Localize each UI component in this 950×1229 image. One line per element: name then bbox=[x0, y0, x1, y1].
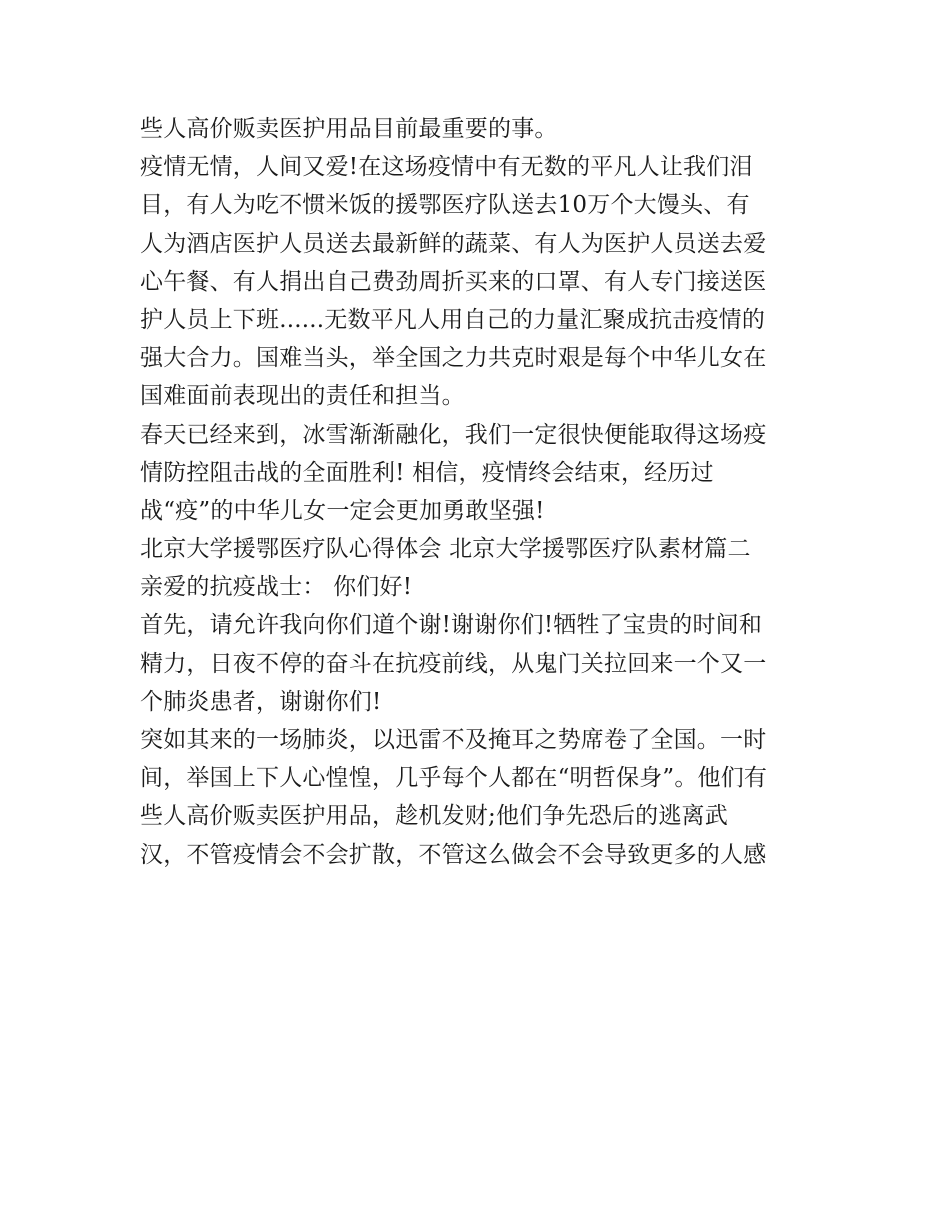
text-line: 战“疫”的中华儿女一定会更加勇敢坚强! bbox=[140, 497, 545, 524]
salutation: 亲爱的抗疫战士： 你们好! bbox=[140, 574, 413, 601]
text-line: 心午餐、有人捐出自己费劲周折买来的口罩、有人专门接送医 bbox=[140, 268, 767, 295]
text-line: 些人高价贩卖医护用品目前最重要的事。 bbox=[140, 116, 558, 142]
text-line: 首先，请允许我向你们道个谢!谢谢你们!牺牲了宝贵的时间和 bbox=[140, 612, 763, 639]
text-line: 强大合力。国难当头，举全国之力共克时艰是每个中华儿女在 bbox=[140, 345, 767, 372]
text-line: 个肺炎患者，谢谢你们! bbox=[140, 688, 382, 715]
text-line: 些人高价贩卖医护用品，趁机发财;他们争先恐后的逃离武 bbox=[140, 803, 728, 830]
text-line: 精力，日夜不停的奋斗在抗疫前线，从鬼门关拉回来一个又一 bbox=[140, 650, 767, 677]
text-line: 国难面前表现出的责任和担当。 bbox=[140, 383, 465, 410]
document-body bbox=[140, 110, 830, 874]
text-line: 情防控阻击战的全面胜利! 相信，疫情终会结束，经历过 bbox=[140, 459, 714, 486]
text-line: 人为酒店医护人员送去最新鲜的蔬菜、有人为医护人员送去爱 bbox=[140, 230, 767, 257]
text-line: 间，举国上下人心惶惶，几乎每个人都在“明哲保身”。他们有 bbox=[140, 765, 768, 792]
text-line: 目，有人为吃不惯米饭的援鄂医疗队送去10万个大馒头、有 bbox=[140, 192, 750, 219]
text-line: 突如其来的一场肺炎，以迅雷不及掩耳之势席卷了全国。一时 bbox=[140, 727, 767, 753]
text-line: 春天已经来到，冰雪渐渐融化，我们一定很快便能取得这场疫 bbox=[140, 421, 767, 448]
text-line: 疫情无情，人间又爱!在这场疫情中有无数的平凡人让我们泪 bbox=[140, 154, 753, 181]
text-line: 汉，不管疫情会不会扩散，不管这么做会不会导致更多的人感 bbox=[140, 841, 767, 868]
text-line: 护人员上下班......无数平凡人用自己的力量汇聚成抗击疫情的 bbox=[140, 306, 766, 333]
section-heading: 北京大学援鄂医疗队心得体会 北京大学援鄂医疗队素材篇二 bbox=[140, 536, 751, 563]
